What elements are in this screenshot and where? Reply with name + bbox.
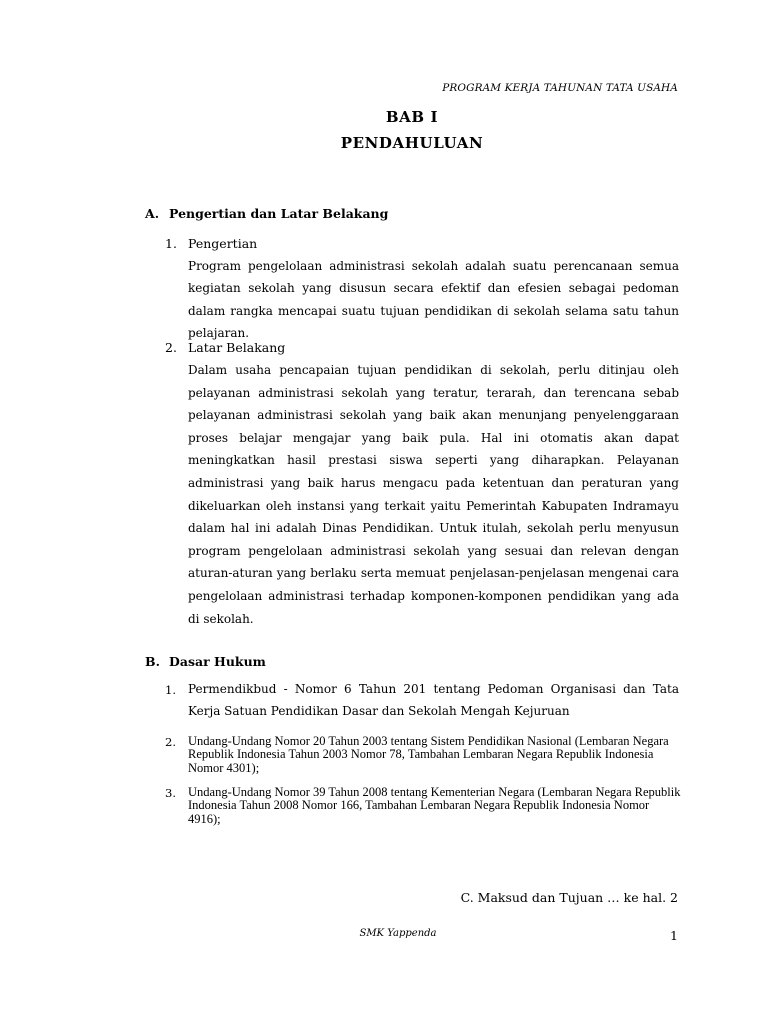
running-header: PROGRAM KERJA TAHUNAN TATA USAHA	[442, 82, 678, 94]
chapter-title: PENDAHULUAN	[340, 134, 484, 152]
section-a-heading	[145, 206, 388, 221]
item-number: 1.	[165, 683, 177, 697]
law-item-text: Permendikbud - Nomor 6 Tahun 201 tentang Pedoman Organisasi dan Tata Kerja Satuan Pendidikan Dasar dan Sekolah Mengah Kejuruan	[188, 682, 679, 718]
section-b-letter: B.	[145, 654, 160, 669]
section-a-item-1	[165, 236, 257, 251]
section-a-item-2	[165, 340, 285, 355]
section-b-title: Dasar Hukum	[169, 654, 266, 669]
continue-note: C. Maksud dan Tujuan … ke hal. 2	[460, 890, 678, 905]
item-number: 1.	[165, 236, 177, 251]
law-item-text: Undang-Undang Nomor 39 Tahun 2008 tentang Kementerian Negara (Lembaran Negara Republik Indonesia Tahun 2008 Nomor 166, Tambahan Lembaran Negara Republik Indonesia Nomor 4916);	[188, 785, 681, 826]
page-number: 1	[670, 928, 678, 943]
item-number: 3.	[165, 786, 177, 800]
section-a-title: Pengertian dan Latar Belakang	[169, 206, 389, 221]
law-item-text: Undang-Undang Nomor 20 Tahun 2003 tentang Sistem Pendidikan Nasional (Lembaran Negara Republik Indonesia Tahun 2003 Nomor 78, Tambahan Lembaran Negara Republik Indonesia Nomor 4301);	[188, 734, 669, 775]
item-number: 2.	[165, 340, 177, 355]
pengertian-paragraph: Program pengelolaan administrasi sekolah adalah suatu perencanaan semua kegiatan sekolah yang disusun secara efektif dan efesien sebagai pedoman dalam rangka mencapai suatu tujuan pendidikan di sekolah selama satu tahun pelajaran.	[188, 259, 679, 341]
item-title: Pengertian	[188, 236, 258, 251]
section-a-letter: A.	[145, 206, 160, 221]
footer-school: SMK Yappenda	[359, 928, 437, 939]
item-title: Latar Belakang	[188, 340, 286, 355]
chapter-number: BAB I	[385, 108, 439, 126]
latar-belakang-paragraph: Dalam usaha pencapaian tujuan pendidikan di sekolah, perlu ditinjau oleh pelayanan administrasi sekolah yang teratur, terarah, dan terencana sebab pelayanan administrasi sekolah yang baik akan menunjang penyelenggaraan proses belajar mengajar yang baik pula. Hal ini otomatis akan dapat meningkatkan hasil prestasi siswa seperti yang diharapkan. Pelayanan administrasi yang baik harus mengacu pada ketentuan dan peraturan yang dikeluarkan oleh instansi yang terkait yaitu Pemerintah Kabupaten Indramayu dalam hal ini adalah Dinas Pendidikan. Untuk itulah, sekolah perlu menyusun program pengelolaan administrasi sekolah yang sesuai dan relevan dengan aturan-aturan yang berlaku serta memuat penjelasan-penjelasan mengenai cara pengelolaan administrasi terhadap komponen-komponen pendidikan yang ada di sekolah.	[188, 363, 679, 626]
item-number: 2.	[165, 735, 177, 749]
section-b-heading	[145, 654, 266, 669]
